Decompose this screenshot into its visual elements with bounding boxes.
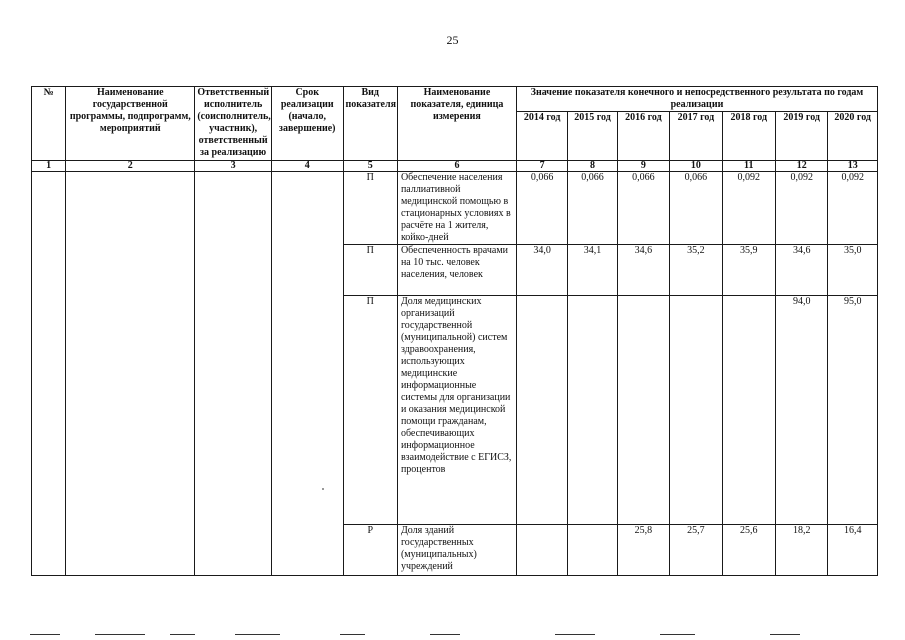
cell-program-empty — [66, 172, 195, 576]
table-row — [32, 172, 878, 245]
cell-indicator: Обеспеченность врачами на 10 тыс. человек населения, человек — [397, 245, 516, 296]
cell-value: 34,0 — [516, 245, 567, 296]
column-number: 10 — [670, 161, 722, 172]
cell-kind: П — [343, 245, 397, 296]
cell-indicator: Доля зданий государственных (муниципальных) учреждений — [397, 525, 516, 576]
header-year: 2020 год — [828, 112, 878, 161]
cell-value: 25,6 — [722, 525, 775, 576]
cell-value: 18,2 — [775, 525, 827, 576]
cell-value: 16,4 — [828, 525, 878, 576]
header-values-group: Значение показателя конечного и непосредственного результата по годам реализации — [516, 87, 877, 112]
header-kind: Вид показателя — [343, 87, 397, 161]
cell-value — [722, 296, 775, 525]
cell-value — [568, 525, 617, 576]
header-year: 2018 год — [722, 112, 775, 161]
header-no: № — [32, 87, 66, 161]
header-responsible: Ответственный исполнитель (соисполнитель, участник), ответственный за реализацию — [195, 87, 272, 161]
cell-value: 0,092 — [828, 172, 878, 245]
cell-no-empty — [32, 172, 66, 576]
cell-value: 0,066 — [617, 172, 669, 245]
header-year: 2015 год — [568, 112, 617, 161]
column-number: 2 — [66, 161, 195, 172]
cell-kind: П — [343, 172, 397, 245]
header-year: 2019 год — [775, 112, 827, 161]
header-year: 2016 год — [617, 112, 669, 161]
scan-artifact — [660, 634, 695, 635]
header-indicator: Наименование показателя, единица измерения — [397, 87, 516, 161]
column-number: 4 — [271, 161, 343, 172]
scan-artifact — [170, 634, 195, 635]
header-year: 2017 год — [670, 112, 722, 161]
cell-value: 34,1 — [568, 245, 617, 296]
cell-value: 0,066 — [670, 172, 722, 245]
cell-value: 0,066 — [516, 172, 567, 245]
column-numbers-row — [32, 161, 878, 172]
scan-artifact — [95, 634, 145, 635]
cell-value: 0,092 — [722, 172, 775, 245]
cell-indicator: Доля медицинских организаций государственной (муниципальной) систем здравоохранения, использующих медицинские информационные системы для организации и оказания медицинской помощи гражданам, обеспечивающих информационное взаимодействие с ЕГИСЗ, процентов — [397, 296, 516, 525]
cell-value: 34,6 — [775, 245, 827, 296]
cell-value: 35,2 — [670, 245, 722, 296]
column-number: 13 — [828, 161, 878, 172]
header-row — [32, 87, 878, 112]
cell-value: 35,9 — [722, 245, 775, 296]
header-year: 2014 год — [516, 112, 567, 161]
cell-period-empty — [271, 172, 343, 576]
column-number: 12 — [775, 161, 827, 172]
cell-value: 25,8 — [617, 525, 669, 576]
column-number: 1 — [32, 161, 66, 172]
column-number: 8 — [568, 161, 617, 172]
column-number: 6 — [397, 161, 516, 172]
cell-kind: Р — [343, 525, 397, 576]
cell-value — [568, 296, 617, 525]
cell-value: 95,0 — [828, 296, 878, 525]
scan-artifact — [340, 634, 365, 635]
cell-kind: П — [343, 296, 397, 525]
column-number: 11 — [722, 161, 775, 172]
header-program: Наименование государственной программы, подпрограмм, мероприятий — [66, 87, 195, 161]
scan-artifact — [555, 634, 595, 635]
scan-artifact — [30, 634, 60, 635]
scan-artifact — [235, 634, 280, 635]
cell-value: 0,092 — [775, 172, 827, 245]
indicators-table — [31, 86, 878, 576]
cell-indicator: Обеспечение населения паллиативной медицинской помощью в стационарных условиях в расчёте на 1 жителя, койко-дней — [397, 172, 516, 245]
cell-value: 34,6 — [617, 245, 669, 296]
scan-artifact — [430, 634, 460, 635]
header-period: Срок реализации (начало, завершение) — [271, 87, 343, 161]
cell-value: 25,7 — [670, 525, 722, 576]
column-number: 3 — [195, 161, 272, 172]
cell-value — [670, 296, 722, 525]
column-number: 7 — [516, 161, 567, 172]
cell-value: 35,0 — [828, 245, 878, 296]
page-number: 25 — [446, 33, 459, 47]
column-number: 9 — [617, 161, 669, 172]
cell-value — [617, 296, 669, 525]
cell-value: 94,0 — [775, 296, 827, 525]
cell-value — [516, 525, 567, 576]
scan-speck — [322, 488, 324, 490]
cell-value: 0,066 — [568, 172, 617, 245]
cell-value — [516, 296, 567, 525]
scan-artifact — [770, 634, 800, 635]
column-number: 5 — [343, 161, 397, 172]
cell-responsible-empty — [195, 172, 272, 576]
